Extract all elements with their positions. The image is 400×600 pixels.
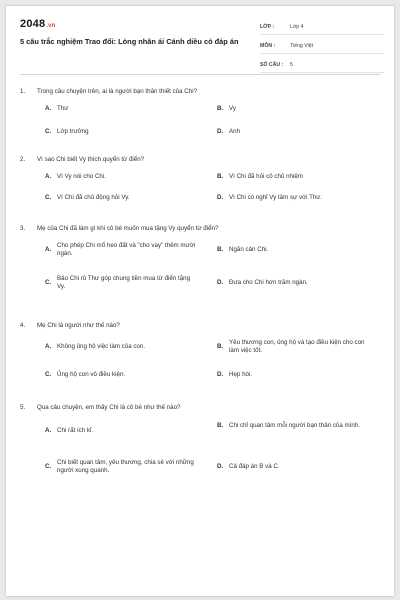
option-letter: D.: [217, 371, 224, 378]
option-text: Vì Chi đã chủ động hỏi Vy.: [57, 194, 130, 201]
option-b[interactable]: [217, 105, 369, 113]
option-text: Vy: [229, 105, 236, 112]
option-c[interactable]: [45, 371, 197, 379]
question-number: 1.: [20, 88, 26, 95]
question-text: Qua câu chuyện, em thấy Chi là cô bé như thế nào?: [37, 404, 181, 411]
option-text: Vì Chi có nghỉ Vy tâm sự với Thư.: [229, 194, 323, 201]
question-text: Mẹ Chi là người như thế nào?: [37, 322, 120, 329]
question-stem: [20, 156, 380, 164]
option-text: Chi rất ích kỉ.: [57, 427, 94, 434]
option-text: Chi chỉ quan tâm mỗi người bạn thân của mình.: [229, 422, 360, 429]
option-a[interactable]: [45, 427, 197, 435]
option-letter: D.: [217, 128, 224, 135]
document-meta: [260, 20, 384, 77]
option-text: Đưa cho Chi hơn trăm ngàn.: [229, 279, 308, 286]
option-letter: D.: [217, 463, 224, 470]
option-c[interactable]: [45, 194, 197, 202]
options: [20, 105, 380, 141]
document-page: [6, 6, 394, 596]
document-title: 5 câu trắc nghiệm Trao đổi: Lòng nhân ái Cánh diều có đáp án: [20, 37, 239, 46]
option-b[interactable]: [217, 339, 369, 355]
meta-label: MÔN :: [260, 43, 276, 49]
meta-value: 5: [290, 62, 293, 68]
option-text: Cho phép Chi mổ heo đất và "cho vay" thêm mười ngàn.: [57, 242, 196, 257]
option-letter: C.: [45, 194, 52, 201]
option-c[interactable]: [45, 128, 197, 136]
option-c[interactable]: [45, 275, 197, 291]
option-letter: A.: [45, 105, 52, 112]
option-text: Thư: [57, 105, 69, 112]
option-text: Bảo Chi rủ Thư góp chung tiền mua từ điển tặng Vy.: [57, 275, 191, 290]
option-text: Anh: [229, 128, 241, 135]
option-text: Yêu thương con, ủng hộ và tạo điều kiện cho con làm việc tốt.: [229, 339, 365, 354]
question-stem: [20, 404, 380, 412]
option-text: Chi biết quan tâm, yêu thương, chia sẻ với những người xung quanh.: [57, 459, 194, 474]
option-letter: A.: [45, 343, 52, 350]
option-letter: D.: [217, 279, 224, 286]
meta-label: SỐ CÂU :: [260, 62, 284, 68]
option-b[interactable]: [217, 173, 369, 181]
option-letter: D.: [217, 194, 224, 201]
question-stem: [20, 88, 380, 96]
logo-suffix: .vn: [46, 23, 56, 29]
option-a[interactable]: [45, 242, 197, 258]
option-letter: A.: [45, 173, 52, 180]
option-text: Ủng hộ con vô điều kiện.: [57, 371, 126, 378]
meta-row-question-count: [260, 58, 384, 73]
option-a[interactable]: [45, 173, 197, 181]
options: [20, 173, 380, 209]
question-number: 4.: [20, 322, 26, 329]
option-d[interactable]: [217, 279, 369, 287]
option-letter: B.: [217, 173, 224, 180]
option-text: Ngăn cản Chi.: [229, 246, 269, 253]
option-letter: C.: [45, 128, 52, 135]
meta-value: Lớp 4: [290, 24, 304, 30]
option-letter: A.: [45, 246, 52, 253]
meta-row-grade: [260, 20, 384, 35]
option-letter: C.: [45, 463, 52, 470]
option-letter: B.: [217, 246, 224, 253]
question-text: Vì sao Chi biết Vy thích quyển từ điển?: [37, 156, 145, 163]
question-text: Trong câu chuyện trên, ai là người bạn thân thiết của Chi?: [37, 88, 198, 95]
question-3: [20, 225, 380, 304]
question-number: 2.: [20, 156, 26, 163]
header-divider: [20, 74, 380, 75]
option-b[interactable]: [217, 422, 369, 430]
option-text: Hẹp hòi.: [229, 371, 253, 378]
option-letter: B.: [217, 105, 224, 112]
question-stem: [20, 225, 380, 233]
option-a[interactable]: [45, 105, 197, 113]
meta-label: LỚP :: [260, 24, 275, 30]
option-letter: C.: [45, 279, 52, 286]
question-number: 3.: [20, 225, 26, 232]
question-2: [20, 156, 380, 209]
question-stem: [20, 322, 380, 330]
meta-row-subject: [260, 39, 384, 54]
option-text: Lớp trưởng: [57, 128, 89, 135]
option-d[interactable]: [217, 194, 369, 202]
option-letter: A.: [45, 427, 52, 434]
option-text: Vì Vy nói cho Chi.: [57, 173, 106, 180]
option-text: Vì Chi đã hỏi cô chủ nhiệm: [229, 173, 303, 180]
option-a[interactable]: [45, 343, 197, 351]
option-letter: B.: [217, 343, 224, 350]
option-text: Cả đáp án B và C.: [229, 463, 280, 470]
question-5: [20, 404, 380, 491]
logo-main: 2048: [20, 18, 46, 30]
option-d[interactable]: [217, 128, 369, 136]
question-1: [20, 88, 380, 141]
options: [20, 242, 380, 304]
question-number: 5.: [20, 404, 26, 411]
option-b[interactable]: [217, 246, 369, 254]
option-letter: B.: [217, 422, 224, 429]
option-d[interactable]: [217, 371, 369, 379]
question-4: [20, 322, 380, 389]
site-logo[interactable]: [20, 18, 56, 30]
options: [20, 421, 380, 491]
option-letter: C.: [45, 371, 52, 378]
option-c[interactable]: [45, 459, 197, 475]
option-d[interactable]: [217, 463, 369, 471]
options: [20, 339, 380, 389]
option-text: Không ủng hộ việc làm của con.: [57, 343, 146, 350]
meta-value: Tiếng Việt: [290, 43, 314, 49]
question-text: Mẹ của Chi đã làm gì khi cô bé muốn mua tặng Vy quyển từ điển?: [37, 225, 219, 232]
